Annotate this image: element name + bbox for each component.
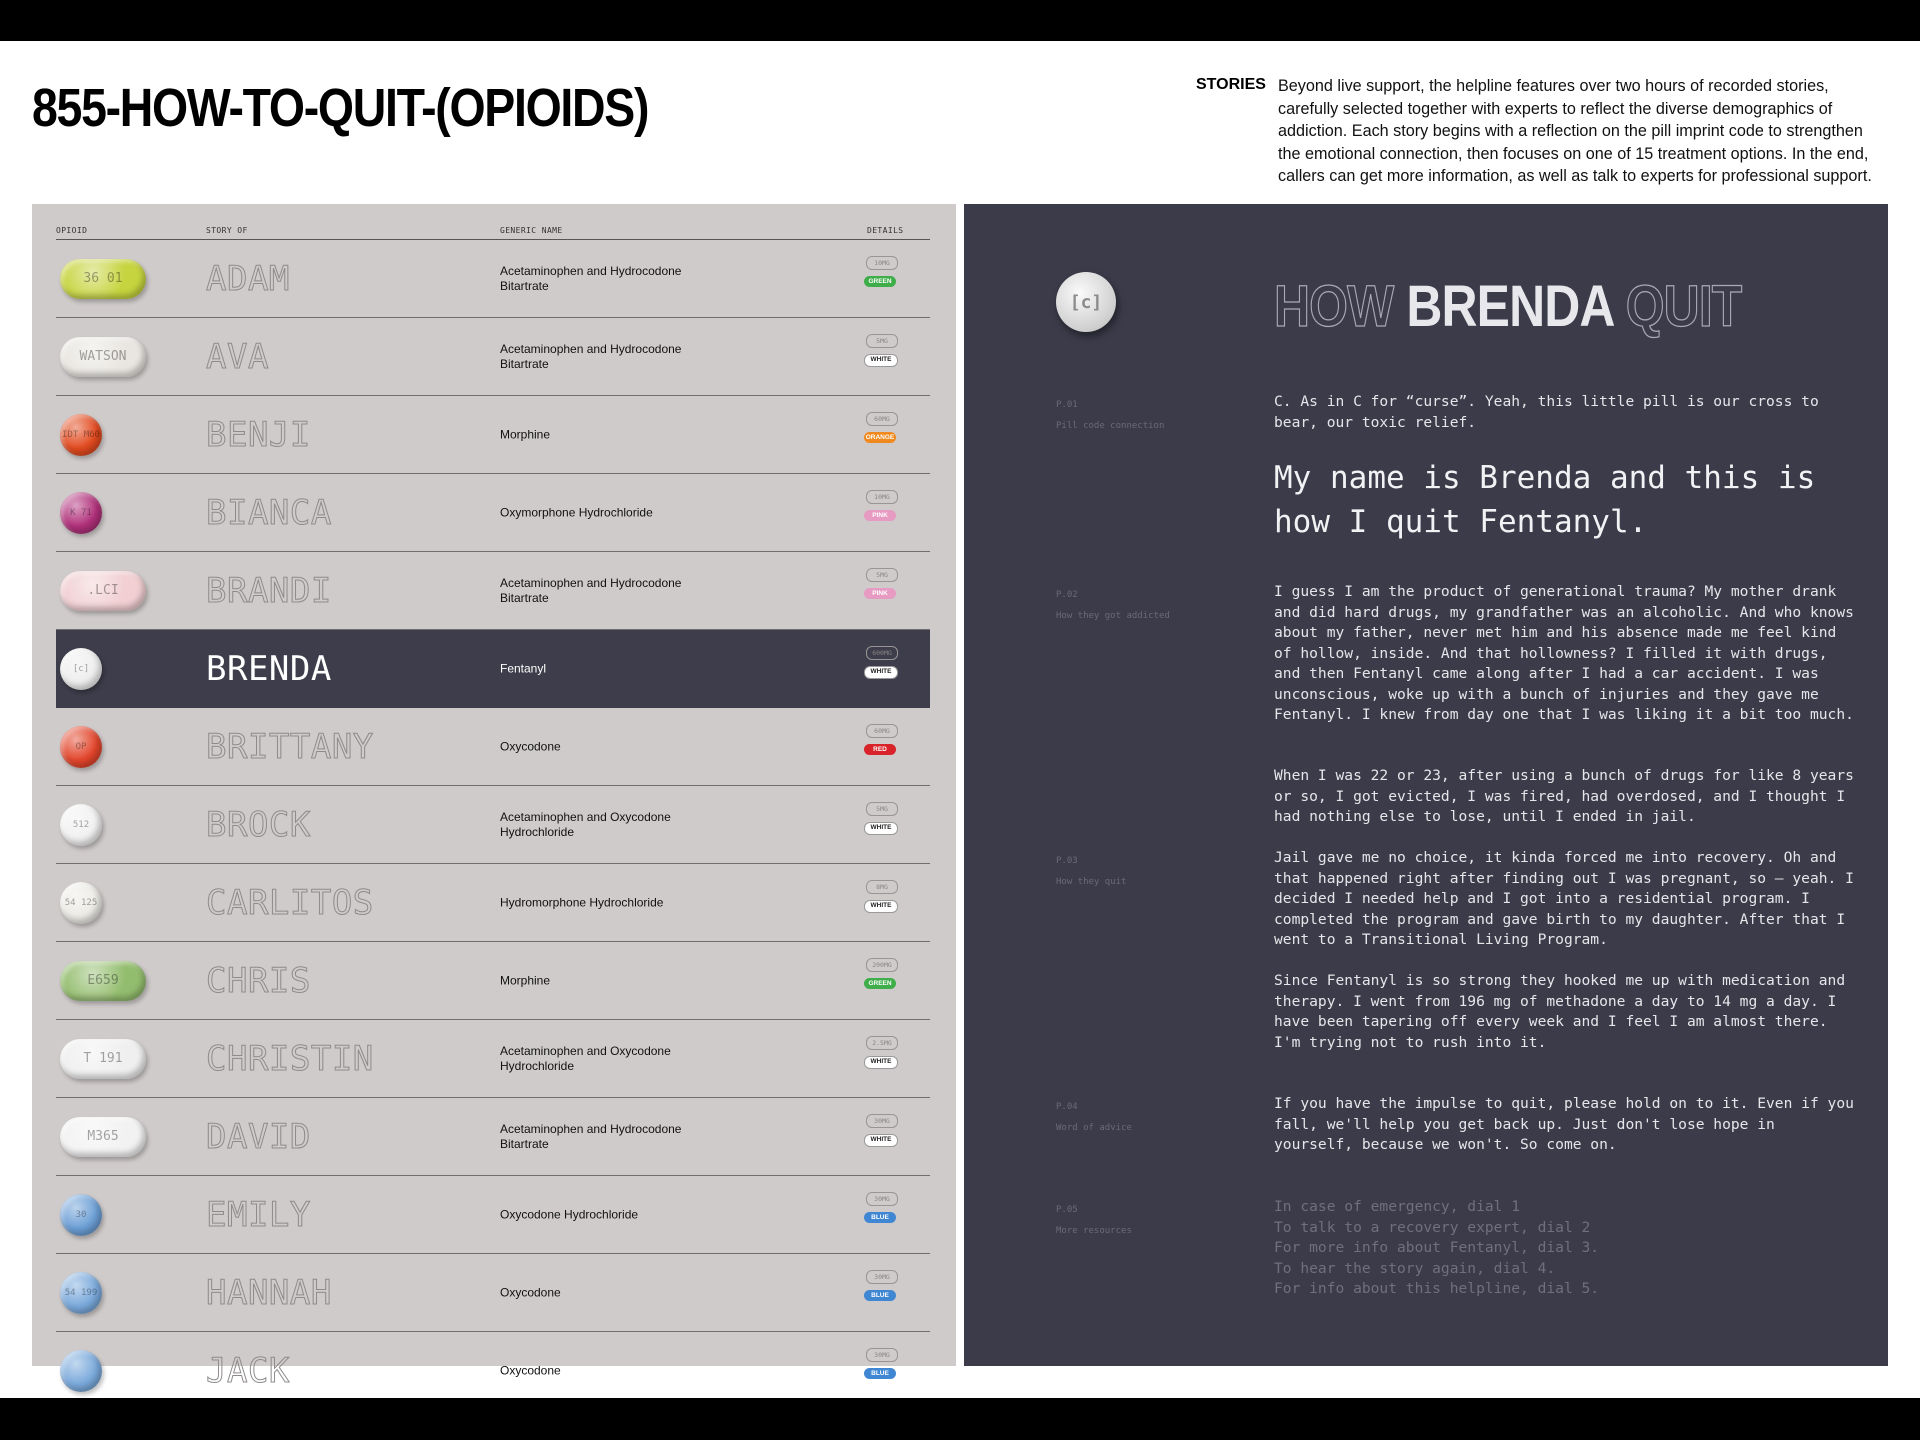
color-badge: PINK: [864, 510, 896, 521]
story-quote: My name is Brenda and this is how I quit Fentanyl.: [1274, 460, 1816, 540]
generic-name: Oxycodone: [500, 1363, 561, 1377]
dose-badge: 5MG: [866, 334, 898, 348]
story-row-david[interactable]: [56, 1098, 930, 1176]
story-name: BIANCA: [206, 492, 332, 533]
pill-imprint: K 71: [70, 507, 92, 518]
resource-item: For info about this helpline, dial 5.: [1274, 1280, 1600, 1297]
section-number-p02: P.02: [1056, 590, 1078, 600]
color-badge: GREEN: [864, 276, 896, 287]
generic-name: Oxycodone: [500, 739, 561, 753]
story-name: HANNAH: [206, 1272, 332, 1313]
stories-label: STORIES: [1196, 76, 1266, 93]
story-row-ava[interactable]: [56, 318, 930, 396]
heading-suffix: QUIT: [1625, 274, 1742, 339]
story-row-chris[interactable]: [56, 942, 930, 1020]
story-name: JACK: [206, 1350, 290, 1391]
quit-text: Jail gave me no choice, it kinda forced me into recovery. Oh and that happened right after finding out I was pregnant, so – yeah. I decided I needed help and I got into a residential program. I completed the program and gave birth to my daughter. After that I went to a Transitional Living Program.: [1274, 849, 1854, 948]
pill-imprint: [c]: [1069, 291, 1103, 313]
dose-badge: 30MG: [866, 1270, 898, 1284]
section-label-p01: Pill code connection: [1056, 421, 1165, 431]
fentanyl-pill-image: [1056, 272, 1116, 332]
section-number-p01: P.01: [1056, 400, 1078, 410]
section-label-p04: Word of advice: [1056, 1123, 1132, 1133]
color-badge: WHITE: [864, 822, 898, 835]
pill-imprint: M365: [87, 1129, 119, 1144]
story-row-emily[interactable]: [56, 1176, 930, 1254]
story-name: CARLITOS: [206, 882, 374, 923]
story-name: BRENDA: [206, 648, 332, 689]
pill-image: [60, 1350, 102, 1392]
dose-badge: 30MG: [866, 1114, 898, 1128]
top-letterbox: [0, 0, 1920, 41]
pill-imprint: 30: [75, 1209, 87, 1220]
addicted-text: I guess I am the product of generational trauma? My mother drank and did hard drugs, my grandfather was an alcoholic. And who knows about my father, never met him and his absence made me feel kind of hollow, inside. And that hollowness? I filled it with drugs, and then Fentanyl came along after I had a car accident. I was unconscious, woke up with a bunch of injuries and they gave me Fentanyl. I knew from day one that I was liking it a bit too much.: [1274, 583, 1854, 723]
pill-image: [60, 1272, 102, 1314]
generic-name: Hydromorphone Hydrochloride: [500, 895, 664, 909]
quit-text-2: Since Fentanyl is so strong they hooked me up with medication and therapy. I went from 196 mg of methadone a day to 14 mg a day. I have been tapering off every week and I feel I am almost there. I'm trying not to rush into it.: [1274, 972, 1846, 1051]
pill-image: [60, 1194, 102, 1236]
generic-name: Acetaminophen and Hydrocodone Bitartrate: [500, 263, 682, 293]
stories-description: Beyond live support, the helpline features over two hours of recorded stories, carefully selected together with experts to reflect the diverse demographics of addiction. Each story begins with a reflection on the pill imprint code to strengthen the emotional connection, then focuses on one of 15 treatment options. In the end, callers can get more information, as well as talk to experts for professional support.: [1278, 77, 1872, 185]
generic-name: Oxymorphone Hydrochloride: [500, 505, 653, 519]
generic-name: Morphine: [500, 973, 551, 987]
pill-image: [60, 259, 146, 299]
color-badge: PINK: [864, 588, 896, 599]
story-name: DAVID: [206, 1116, 311, 1157]
section-number-p04: P.04: [1056, 1102, 1078, 1112]
story-row-benji[interactable]: [56, 396, 930, 474]
pill-imprint: T 191: [83, 1051, 123, 1066]
page-title: 855-HOW-TO-QUIT-(OPIOIDS): [32, 78, 649, 138]
heading-prefix: HOW: [1274, 274, 1394, 339]
story-row-hannah[interactable]: [56, 1254, 930, 1332]
color-badge: WHITE: [864, 1056, 898, 1069]
pill-image: [60, 804, 102, 846]
resource-item: For more info about Fentanyl, dial 3.: [1274, 1239, 1600, 1256]
pill-imprint: 36 01: [83, 271, 123, 286]
advice-text: If you have the impulse to quit, please hold on to it. Even if you fall, we'll help you get back up. Just don't lose hope in yourself, because we won't. So come on.: [1274, 1095, 1854, 1153]
story-heading: [1274, 272, 1741, 342]
pill-imprint: .LCI: [87, 583, 119, 598]
color-badge: WHITE: [864, 1134, 898, 1147]
generic-name: Acetaminophen and Oxycodone Hydrochloride: [500, 809, 671, 839]
pill-image: [60, 1117, 146, 1157]
pill-image: [60, 571, 146, 611]
story-row-brock[interactable]: [56, 786, 930, 864]
pill-imprint: 512: [72, 819, 90, 830]
pill-imprint: [c]: [72, 663, 90, 674]
color-badge: WHITE: [864, 666, 898, 679]
generic-name: Oxycodone: [500, 1285, 561, 1299]
pill-image: [60, 1039, 146, 1079]
generic-name: Oxycodone Hydrochloride: [500, 1207, 639, 1221]
color-badge: RED: [864, 744, 896, 755]
color-badge: GREEN: [864, 978, 896, 989]
story-row-christin[interactable]: [56, 1020, 930, 1098]
dose-badge: 60MG: [866, 412, 898, 426]
color-badge: WHITE: [864, 900, 898, 913]
table-header: [56, 222, 930, 240]
section-label-p05: More resources: [1056, 1226, 1132, 1236]
dose-badge: 30MG: [866, 1192, 898, 1206]
story-row-adam[interactable]: [56, 240, 930, 318]
heading-name: BRENDA: [1406, 274, 1613, 339]
header-generic-name: GENERIC NAME: [500, 226, 563, 235]
color-badge: BLUE: [864, 1212, 896, 1223]
story-name: CHRIS: [206, 960, 311, 1001]
story-row-bianca[interactable]: [56, 474, 930, 552]
bottom-letterbox: [0, 1398, 1920, 1440]
dose-badge: 600MG: [866, 646, 898, 660]
dose-badge: 8MG: [866, 880, 898, 894]
opioid-story-list: [32, 204, 956, 1391]
dose-badge: 30MG: [866, 1348, 898, 1362]
pill-image: [60, 882, 102, 924]
pill-image: [60, 648, 102, 690]
generic-name: Acetaminophen and Hydrocodone Bitartrate: [500, 575, 682, 605]
generic-name: Acetaminophen and Oxycodone Hydrochloride: [500, 1043, 671, 1073]
dose-badge: 200MG: [866, 958, 898, 972]
resource-item: To hear the story again, dial 4.: [1274, 1259, 1556, 1277]
section-number-p05: P.05: [1056, 1205, 1078, 1215]
addicted-text-2: When I was 22 or 23, after using a bunch of drugs for like 8 years or so, I got evicted, I was fired, had overdosed, and I thought I had nothing else to lose, until I ended in jail.: [1274, 767, 1854, 825]
color-badge: BLUE: [864, 1290, 896, 1301]
story-name: AVA: [206, 336, 269, 377]
color-badge: WHITE: [864, 354, 898, 367]
dose-badge: 10MG: [866, 490, 898, 504]
pill-image: [60, 961, 146, 1001]
story-name: BROCK: [206, 804, 311, 845]
section-label-p02: How they got addicted: [1056, 611, 1170, 621]
dose-badge: 2.5MG: [866, 1036, 898, 1050]
pill-imprint: 54 125: [64, 897, 98, 908]
color-badge: BLUE: [864, 1368, 896, 1379]
generic-name: Acetaminophen and Hydrocodone Bitartrate: [500, 1121, 682, 1151]
resource-item: In case of emergency, dial 1: [1274, 1198, 1521, 1215]
story-name: BRANDI: [206, 570, 332, 611]
pill-image: [60, 726, 102, 768]
dose-badge: 5MG: [866, 568, 898, 582]
section-number-p03: P.03: [1056, 856, 1078, 866]
dose-badge: 10MG: [866, 256, 898, 270]
header-story-of: STORY OF: [206, 226, 248, 235]
dose-badge: 60MG: [866, 724, 898, 738]
resource-item: To talk to a recovery expert, dial 2: [1274, 1218, 1591, 1236]
resources-list: [1274, 1197, 1854, 1300]
story-row-brenda[interactable]: [56, 630, 930, 708]
story-rows: [56, 240, 930, 1410]
story-row-carlitos[interactable]: [56, 864, 930, 942]
story-name: ADAM: [206, 258, 290, 299]
pill-imprint: 54 199: [64, 1287, 98, 1298]
generic-name: Fentanyl: [500, 661, 547, 675]
pill-image: [60, 492, 102, 534]
pill-image: [60, 337, 146, 377]
story-name: BENJI: [206, 414, 311, 455]
story-name: BRITTANY: [206, 726, 374, 767]
pill-imprint: E659: [87, 973, 119, 988]
header-details: DETAILS: [867, 226, 904, 235]
header-opioid: OPIOID: [56, 226, 88, 235]
pill-code-text: C. As in C for “curse”. Yeah, this little pill is our cross to bear, our toxic relief.: [1274, 393, 1819, 431]
pill-imprint: WATSON: [79, 349, 127, 364]
story-name: EMILY: [206, 1194, 311, 1235]
generic-name: Acetaminophen and Hydrocodone Bitartrate: [500, 341, 682, 371]
generic-name: Morphine: [500, 427, 551, 441]
dose-badge: 5MG: [866, 802, 898, 816]
story-row-brittany[interactable]: [56, 708, 930, 786]
story-name: CHRISTIN: [206, 1038, 374, 1079]
pill-imprint: OP: [75, 741, 87, 752]
story-row-brandi[interactable]: [56, 552, 930, 630]
section-label-p03: How they quit: [1056, 877, 1127, 887]
pill-image: [60, 414, 102, 456]
color-badge: ORANGE: [865, 434, 895, 441]
pill-imprint: IDT M60: [62, 429, 100, 440]
story-detail-panel: [964, 204, 1888, 1366]
